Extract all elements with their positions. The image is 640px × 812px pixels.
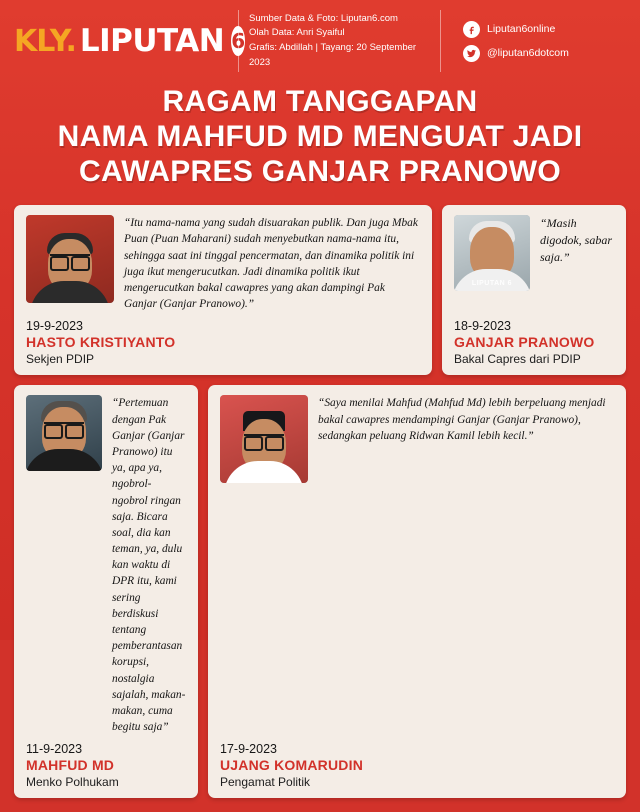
quote-text: “Saya menilai Mahfud (Mahfud Md) lebih berpeluang menjadi bakal cawapres mendampingi Ganjar (Ganjar Pranowo), sedangkan peluang Ridwan Kamil lebih kecil.” [318, 397, 606, 442]
card-content [26, 215, 420, 312]
cards-row-top [14, 205, 626, 375]
person-name: GANJAR PRANOWO [454, 334, 595, 351]
quote-card-mahfud [14, 385, 198, 798]
person-role: Menko Polhukam [26, 775, 119, 790]
logo-brand-text: LIPUTAN [79, 23, 225, 59]
quote-date: 11-9-2023 [26, 742, 83, 757]
card-footer [220, 742, 614, 789]
person-role: Sekjen PDIP [26, 352, 95, 367]
card-footer [454, 319, 614, 366]
brand-logo [14, 10, 246, 72]
photo-caption: LIPUTAN 6 [471, 280, 513, 288]
card-content [220, 395, 614, 735]
credit-line-data: Olah Data: Anri Syaiful [249, 27, 345, 39]
credit-line-graphics: Grafis: Abdillah | Tayang: 20 September 2023 [249, 42, 417, 68]
cards-row-bottom [14, 385, 626, 798]
title-line-2: NAMA MAHFUD MD MENGUAT JADI [57, 120, 583, 154]
title-line-3: CAWAPRES GANJAR PRANOWO [79, 155, 561, 189]
person-role: Bakal Capres dari PDIP [454, 352, 581, 367]
card-footer [26, 319, 420, 366]
facebook-icon [463, 21, 480, 38]
quote-card-ujang [208, 385, 626, 798]
quote-text: “Pertemuan dengan Pak Ganjar (Ganjar Pranowo) itu ya, apa ya, ngobrol-ngobrol ringan saja. Bicara soal, dia kan teman, ya, dulu kan waktu di DPR itu, kami sering berdiskusi tentang pemberantasan korupsi, nostalgia sajalah, makan-makan, cuma begitu saja” [112, 397, 186, 734]
card-footer [26, 742, 186, 789]
logo-six-badge: 6 [231, 26, 245, 56]
credits-block [238, 10, 441, 72]
avatar [454, 215, 530, 291]
quote-date: 19-9-2023 [26, 319, 83, 334]
quote-text: “Itu nama-nama yang sudah disuarakan publik. Dan juga Mbak Puan (Puan Maharani) sudah menyebutkan nama-nama itu, sehingga saat ini tinggal pencermatan, dan dinamika politik ini juga ikut mengerucutkan. Jadi dinamika politik ikut mengerucutkan bakal cawapres yang akan dampingi Pak Ganjar (Ganjar Pranowo).” [124, 217, 418, 311]
card-content [26, 395, 186, 735]
twitter-icon [463, 45, 480, 62]
avatar [26, 215, 114, 303]
quote-card-hasto [14, 205, 432, 375]
page-title [0, 78, 640, 201]
person-name: MAHFUD MD [26, 757, 115, 774]
header [0, 0, 640, 78]
social-facebook[interactable] [463, 21, 622, 38]
person-role: Pengamat Politik [220, 775, 311, 790]
quote-cards [0, 201, 640, 812]
facebook-handle: Liputan6online [487, 23, 556, 35]
twitter-handle: @liputan6dotcom [487, 47, 569, 59]
avatar [220, 395, 308, 483]
avatar [26, 395, 102, 471]
social-links [451, 10, 626, 72]
credit-line-source: Sumber Data & Foto: Liputan6.com [249, 12, 398, 24]
social-twitter[interactable] [463, 45, 622, 62]
quote-card-ganjar [442, 205, 626, 375]
person-name: UJANG KOMARUDIN [220, 757, 363, 774]
quote-text: “Masih digodok, sabar saja.” [540, 216, 612, 265]
person-name: HASTO KRISTIYANTO [26, 334, 176, 351]
title-line-1: RAGAM TANGGAPAN [162, 85, 478, 118]
logo-kly-text: KLY. [14, 23, 76, 59]
quote-date: 18-9-2023 [454, 319, 511, 334]
card-content [454, 215, 614, 312]
quote-date: 17-9-2023 [220, 742, 277, 757]
